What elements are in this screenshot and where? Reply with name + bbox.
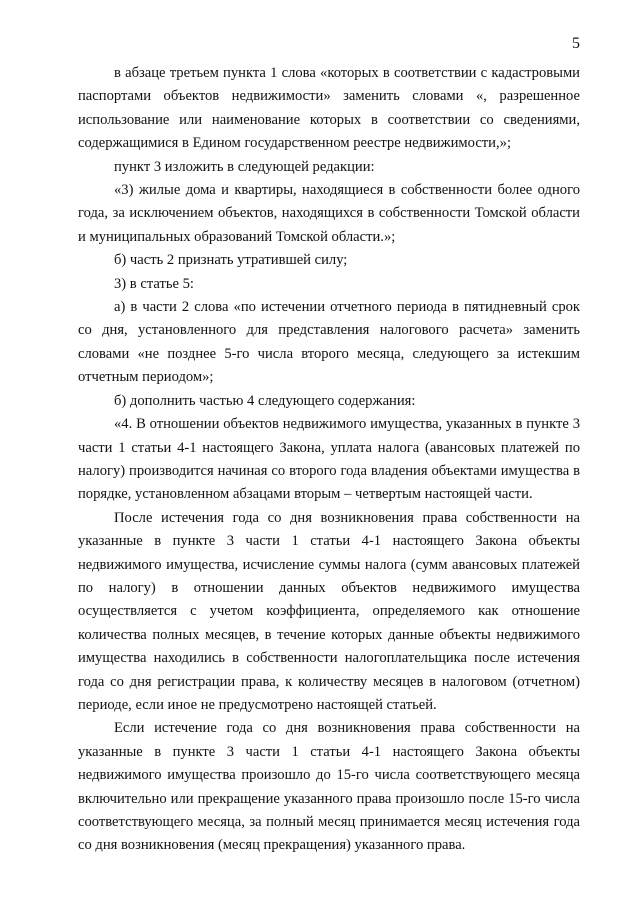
- document-body: [78, 62, 580, 858]
- paragraph-3: «3) жилые дома и квартиры, находящиеся в собственности более одного года, за исключением объектов, находящихся в собственности Томской области и муниципальных образований Томской области.»;: [78, 182, 580, 245]
- paragraph-4: б) часть 2 признать утратившей силу;: [114, 252, 348, 269]
- paragraph-5: 3) в статье 5:: [114, 275, 194, 292]
- paragraph-8: «4. В отношении объектов недвижимого имущества, указанных в пункте 3 части 1 статьи 4-1 настоящего Закона, уплата налога (авансовых платежей по налогу) производится начиная со второго года владения объектами имущества в порядке, установленном абзацами вторым – четвертым настоящей части.: [78, 416, 580, 503]
- paragraph-10: Если истечение года со дня возникновения права собственности на указанные в пункте 3 части 1 статьи 4-1 настоящего Закона объекты недвижимого имущества произошло до 15-го числа соответствующего месяца включительно или прекращение указанного права произошло после 15-го числа соответствующего месяца, за полный месяц принимается месяц истечения года со дня возникновения (месяц прекращения) указанного права.: [78, 720, 580, 854]
- paragraph-1: в абзаце третьем пункта 1 слова «которых в соответствии с кадастровыми паспортами объектов недвижимости» заменить словами «, разрешенное использование или наименование которых в соответствии со сведениями, содержащимися в Едином государственном реестре недвижимости,»;: [78, 65, 580, 152]
- paragraph-6: а) в части 2 слова «по истечении отчетного периода в пятидневный срок со дня, установленного для представления налогового расчета» заменить словами «не позднее 5-го числа второго месяца, следующего за истекшим отчетным периодом»;: [78, 299, 580, 386]
- paragraph-9: После истечения года со дня возникновения права собственности на указанные в пункте 3 части 1 статьи 4-1 настоящего Закона объекты недвижимого имущества, исчисление суммы налога (сумм авансовых платежей по налогу) в отношении данных объектов недвижимого имущества осуществляется с учетом коэффициента, определяемого как отношение количества полных месяцев, в течение которых данные объекты недвижимого имущества находились в собственности налогоплательщика после истечения года со дня регистрации права, к количеству месяцев в налоговом (отчетном) периоде, если иное не предусмотрено настоящей статьей.: [78, 509, 580, 713]
- page-number: 5: [572, 35, 580, 52]
- paragraph-2: пункт 3 изложить в следующей редакции:: [114, 158, 375, 175]
- paragraph-7: б) дополнить частью 4 следующего содержания:: [114, 392, 416, 409]
